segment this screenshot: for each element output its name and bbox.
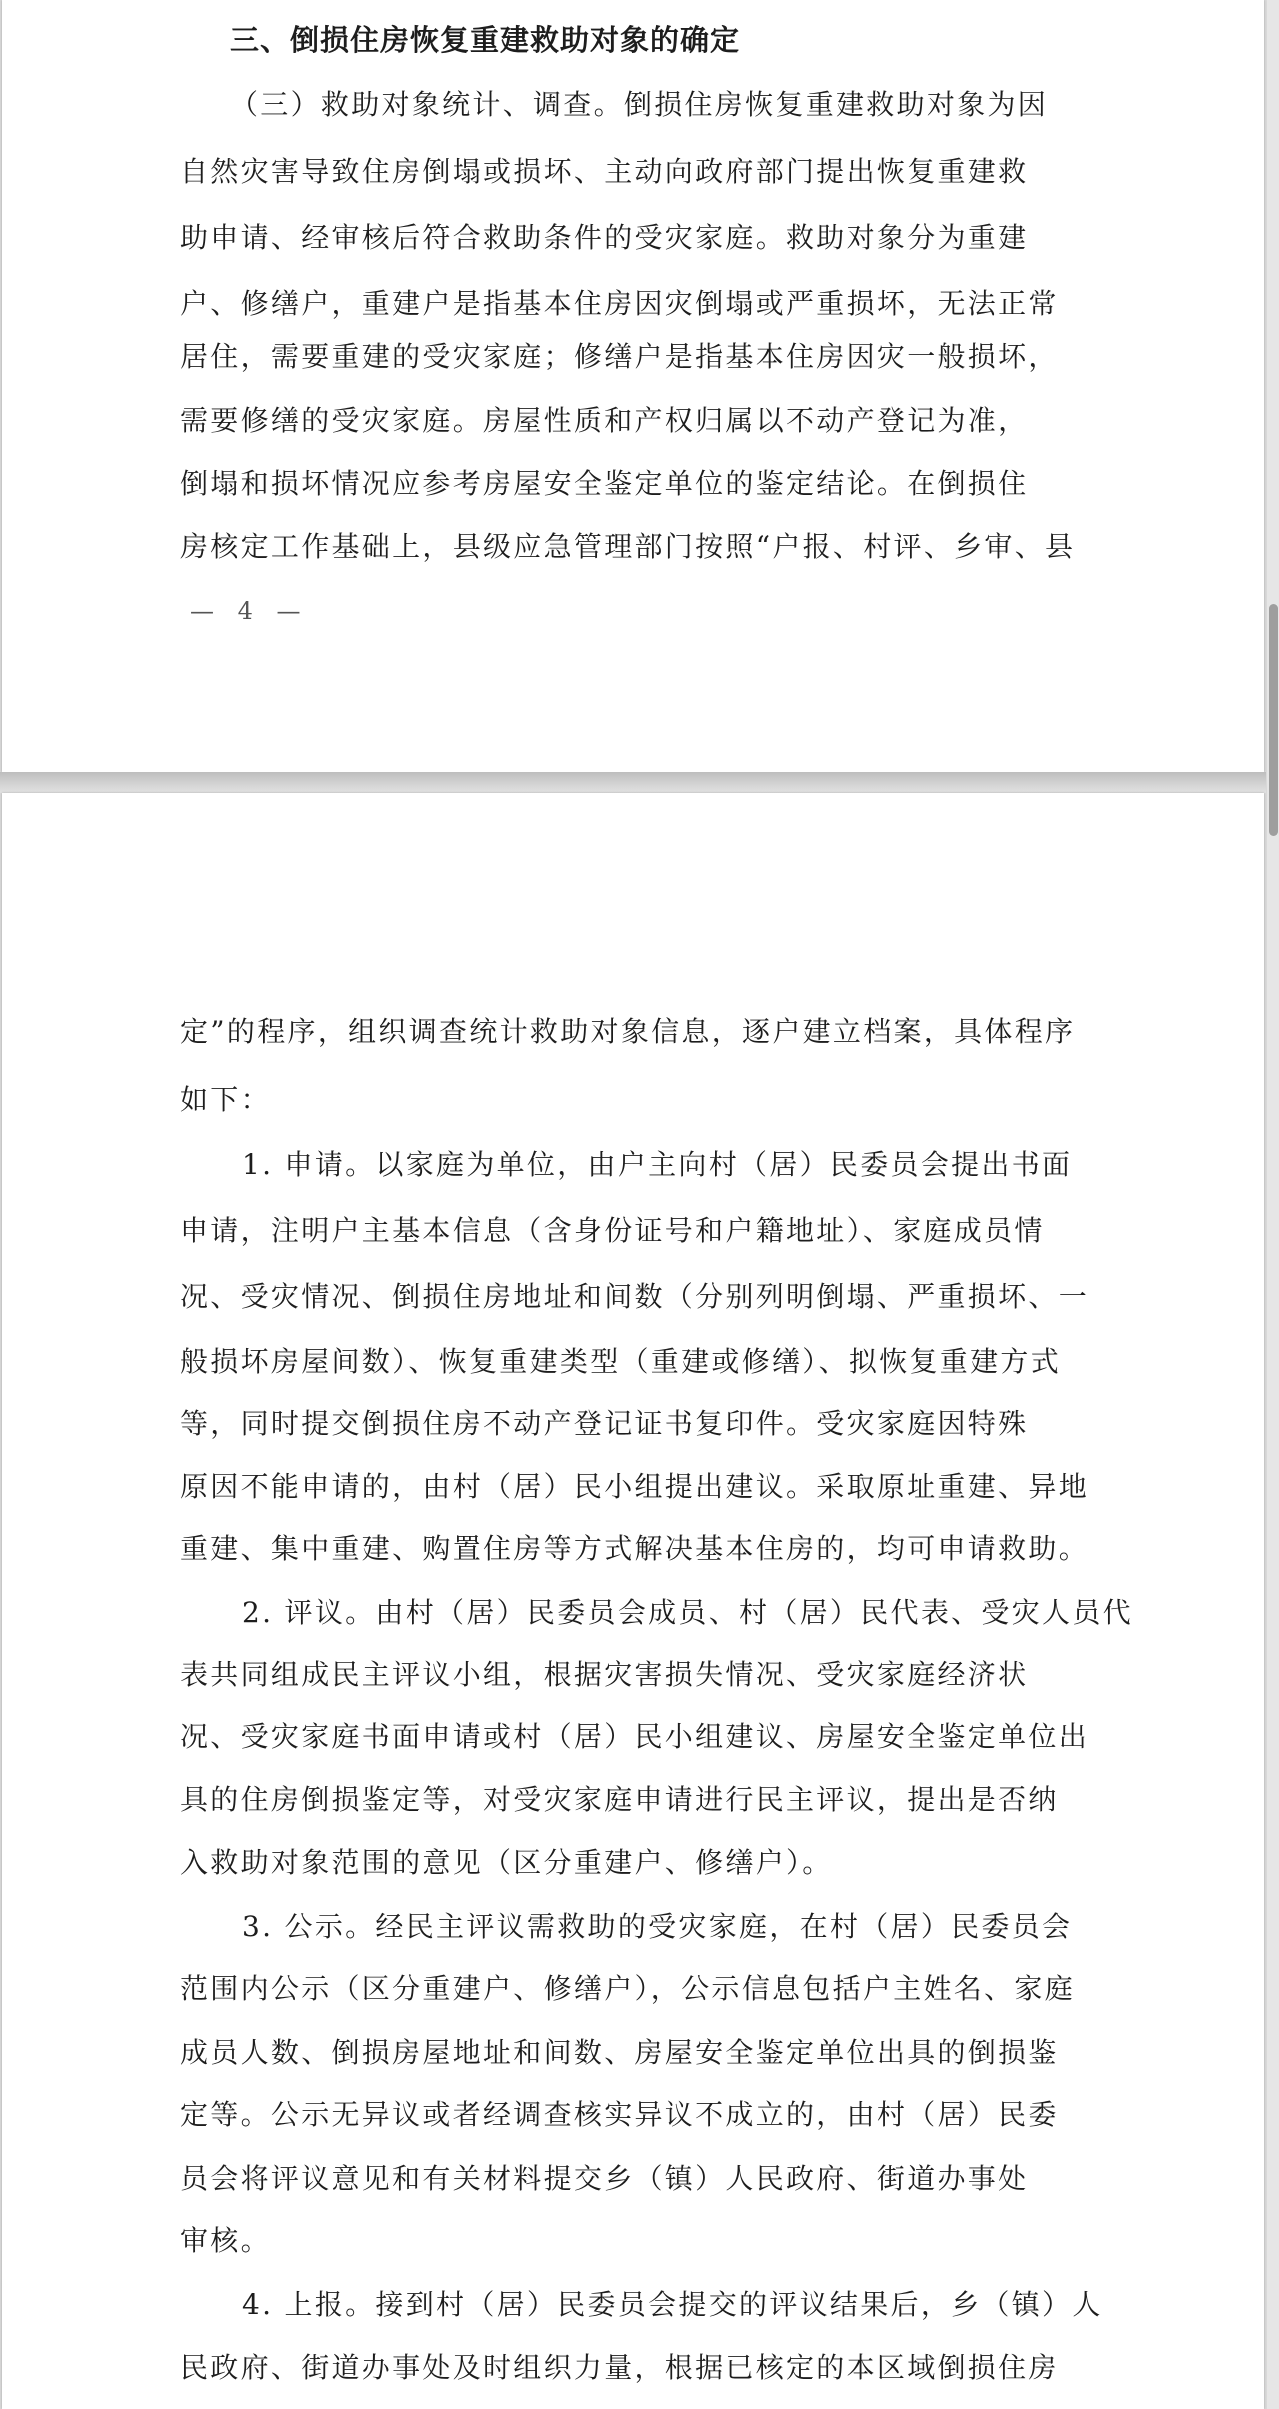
text-line: 民政府、街道办事处及时组织力量，根据已核定的本区域倒损住房 — [180, 2351, 1059, 2384]
text-line: 审核。 — [180, 2224, 271, 2257]
page-separator — [0, 772, 1266, 793]
section-heading: 三、倒损住房恢复重建救助对象的确定 — [230, 23, 741, 57]
text-line: 3. 公示。经民主评议需救助的受灾家庭，在村（居）民委员会 — [242, 1910, 1073, 1943]
text-line: 原因不能申请的，由村（居）民小组提出建议。采取原址重建、异地 — [180, 1470, 1090, 1503]
text-line: 表共同组成民主评议小组，根据灾害损失情况、受灾家庭经济状 — [180, 1658, 1029, 1691]
text-line: 员会将评议意见和有关材料提交乡（镇）人民政府、街道办事处 — [180, 2162, 1029, 2195]
text-line: 申请，注明户主基本信息（含身份证号和户籍地址）、家庭成员情 — [180, 1214, 1045, 1247]
text-line: 成员人数、倒损房屋地址和间数、房屋安全鉴定单位出具的倒损鉴 — [180, 2036, 1059, 2069]
text-line: 具的住房倒损鉴定等，对受灾家庭申请进行民主评议，提出是否纳 — [180, 1783, 1059, 1816]
text-line: 般损坏房屋间数）、恢复重建类型（重建或修缮）、拟恢复重建方式 — [180, 1345, 1062, 1378]
text-line: （三）救助对象统计、调查。倒损住房恢复重建救助对象为因 — [230, 88, 1049, 121]
text-line: 况、受灾家庭书面申请或村（居）民小组建议、房屋安全鉴定单位出 — [180, 1720, 1090, 1753]
text-line: 范围内公示（区分重建户、修缮户），公示信息包括户主姓名、家庭 — [180, 1972, 1076, 2005]
text-line: 2. 评议。由村（居）民委员会成员、村（居）民代表、受灾人员代 — [242, 1596, 1133, 1629]
text-line: 入救助对象范围的意见（区分重建户、修缮户）。 — [180, 1846, 833, 1879]
text-line: 况、受灾情况、倒损住房地址和间数（分别列明倒塌、严重损坏、一 — [180, 1280, 1090, 1313]
text-line: 倒塌和损坏情况应参考房屋安全鉴定单位的鉴定结论。在倒损住 — [180, 467, 1029, 500]
text-line: 4. 上报。接到村（居）民委员会提交的评议结果后，乡（镇）人 — [242, 2288, 1103, 2321]
document-page-5 — [2, 793, 1264, 2409]
text-line: 定”的程序，组织调查统计救助对象信息，逐户建立档案，具体程序 — [180, 1015, 1076, 1048]
text-line: 居住，需要重建的受灾家庭；修缮户是指基本住房因灾一般损坏， — [180, 340, 1059, 373]
document-page-4 — [2, 0, 1264, 772]
text-line: 等，同时提交倒损住房不动产登记证书复印件。受灾家庭因特殊 — [180, 1407, 1029, 1440]
text-line: 需要修缮的受灾家庭。房屋性质和产权归属以不动产登记为准， — [180, 404, 1029, 437]
text-line: 如下： — [180, 1083, 271, 1116]
scrollbar-thumb[interactable] — [1269, 604, 1278, 836]
text-line: 自然灾害导致住房倒塌或损坏、主动向政府部门提出恢复重建救 — [180, 155, 1029, 188]
text-line: 定等。公示无异议或者经调查核实异议不成立的，由村（居）民委 — [180, 2098, 1059, 2131]
text-line: 房核定工作基础上，县级应急管理部门按照“户报、村评、乡审、县 — [180, 530, 1076, 563]
text-line: 助申请、经审核后符合救助条件的受灾家庭。救助对象分为重建 — [180, 221, 1029, 254]
text-line: 重建、集中重建、购置住房等方式解决基本住房的，均可申请救助。 — [180, 1532, 1090, 1565]
text-line: 户、修缮户，重建户是指基本住房因灾倒塌或严重损坏，无法正常 — [180, 287, 1059, 320]
text-line: 1. 申请。以家庭为单位，由户主向村（居）民委员会提出书面 — [242, 1148, 1073, 1181]
vertical-scrollbar[interactable] — [1267, 0, 1279, 2409]
page-number: — 4 — — [190, 597, 309, 625]
